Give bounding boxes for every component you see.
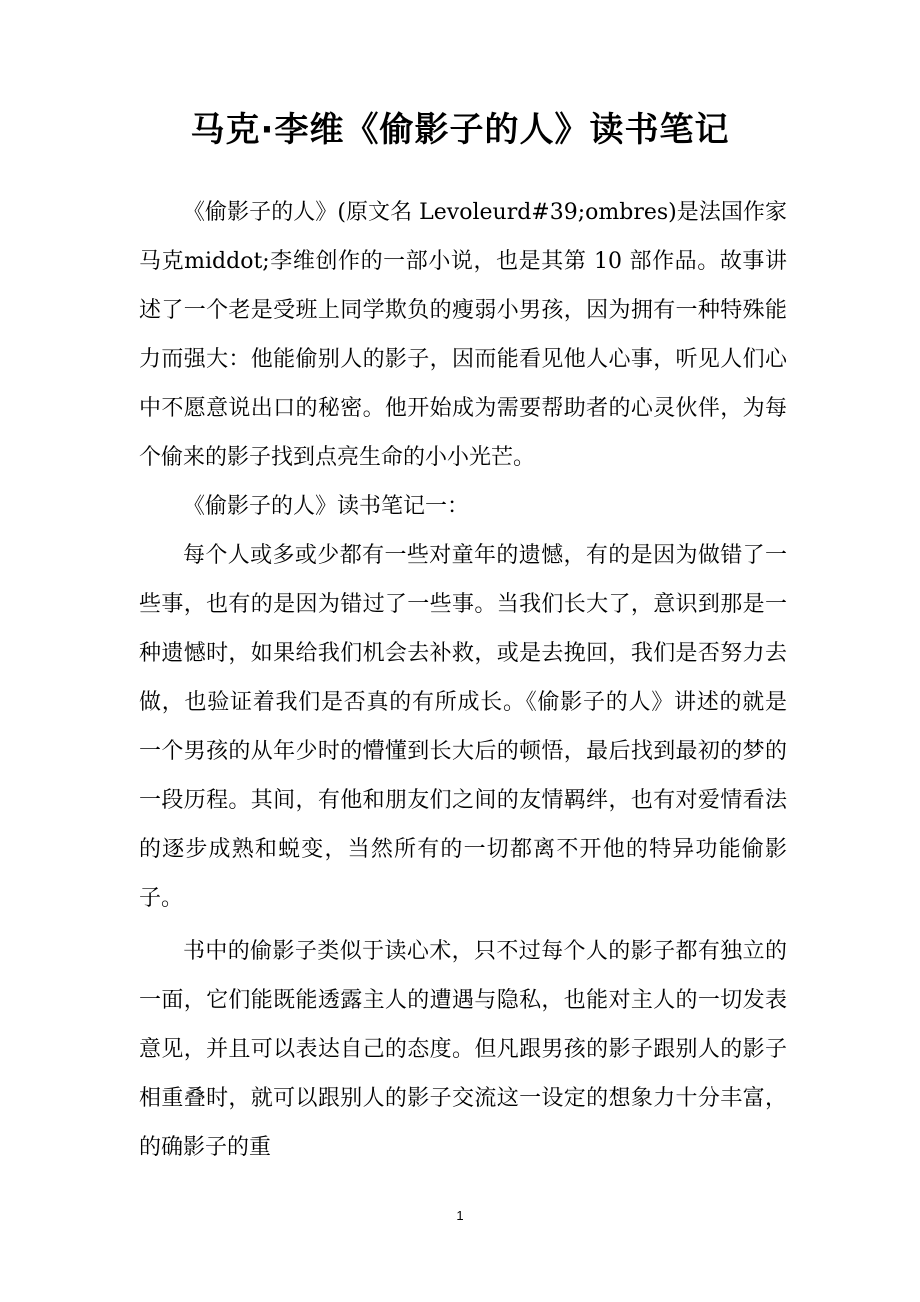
paragraph-shadow-reading: 书中的偷影子类似于读心术，只不过每个人的影子都有独立的一面，它们能既能透露主人的遭遇与隐私，也能对主人的一切发表意见，并且可以表达自己的态度。但凡跟男孩的影子跟别人的影子相重叠时，就可以跟别人的影子交流这一设定的想象力十分丰富，的确影子的重 xyxy=(139,939,787,1160)
page-number: 1 xyxy=(456,1208,464,1223)
document-title: 马克·李维《偷影子的人》读书笔记 xyxy=(190,110,730,150)
paragraph-childhood-regret: 每个人或多或少都有一些对童年的遗憾，有的是因为做错了一些事，也有的是因为错过了一些事。当我们长大了，意识到那是一种遗憾时，如果给我们机会去补救，或是去挽回，我们是否努力去做，也验证着我们是否真的有所成长。《偷影子的人》讲述的就是一个男孩的从年少时的懵懂到长大后的顿悟，最后找到最初的梦的一段历程。其间，有他和朋友们之间的友情羁绊，也有对爱情看法的逐步成熟和蜕变，当然所有的一切都离不开他的特异功能偷影子。 xyxy=(139,543,787,911)
paragraph-section-heading: 《偷影子的人》读书笔记一： xyxy=(183,494,470,519)
document-body xyxy=(139,188,787,1172)
paragraph-intro: 《偷影子的人》(原文名 Levoleurd#39;ombres)是法国作家马克middot;李维创作的一部小说，也是其第 10 部作品。故事讲述了一个老是受班上同学欺负的瘦弱小男孩，因为拥有一种特殊能力而强大：他能偷别人的影子，因而能看见他人心事，听见人们心中不愿意说出口的秘密。他开始成为需要帮助者的心灵伙伴，为每个偷来的影子找到点亮生命的小小光芒。 xyxy=(139,200,787,470)
